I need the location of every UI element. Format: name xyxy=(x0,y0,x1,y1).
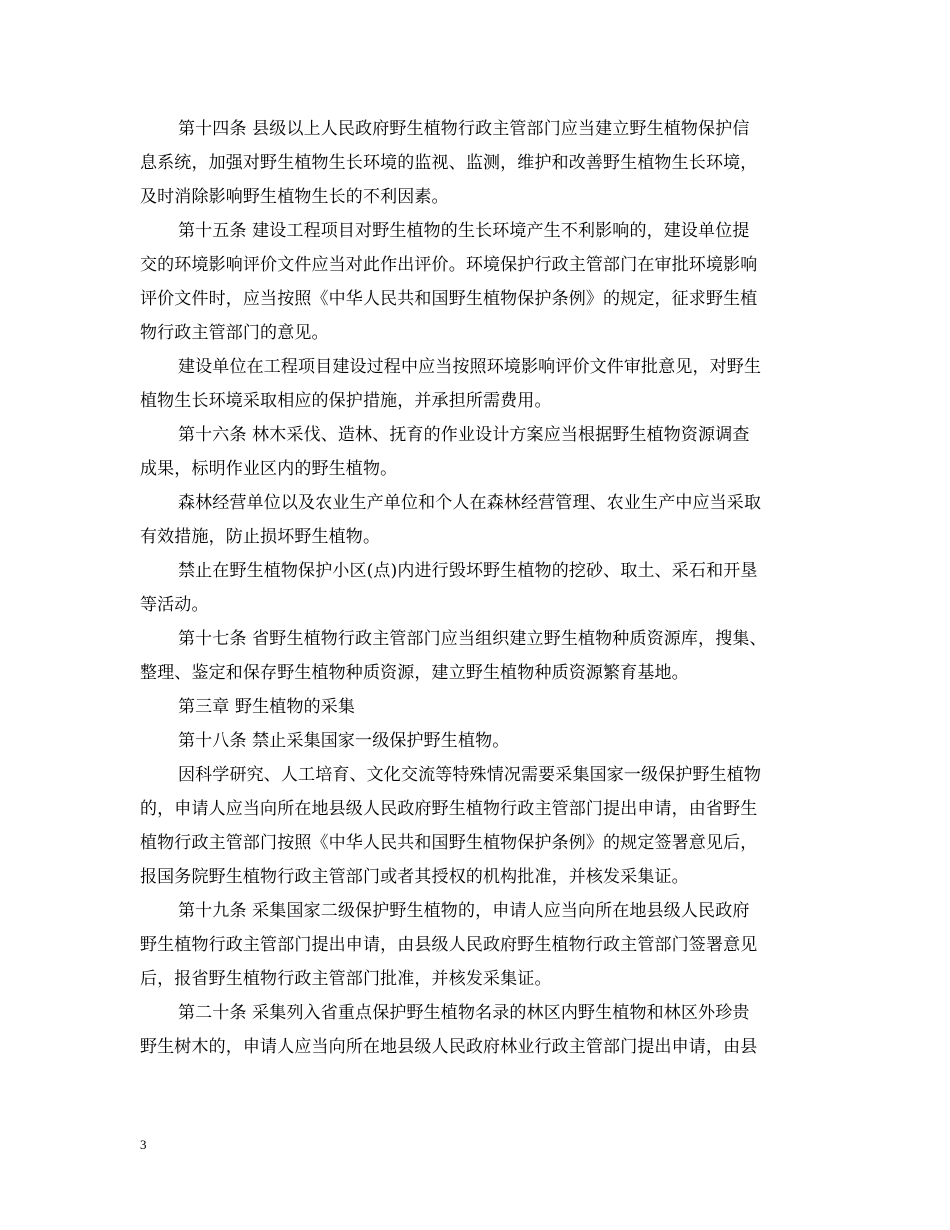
text-line: 第十五条 建设工程项目对野生植物的生长环境产生不利影响的，建设单位提 xyxy=(178,221,750,241)
text-line: 报国务院野生植物行政主管部门或者其授权的机构批准，并核发采集证。 xyxy=(140,867,689,887)
text-line: 第十六条 林木采伐、造林、抚育的作业设计方案应当根据野生植物资源调查 xyxy=(178,425,750,445)
text-line: 因科学研究、人工培育、文化交流等特殊情况需要采集国家一级保护野生植物 xyxy=(178,765,762,785)
text-line: 息系统，加强对野生植物生长环境的监视、监测，维护和改善野生植物生长环境， xyxy=(140,153,758,173)
text-line: 植物行政主管部门按照《中华人民共和国野生植物保护条例》的规定签署意见后， xyxy=(140,833,758,853)
document-body xyxy=(140,112,830,1064)
text-line: 交的环境影响评价文件应当对此作出评价。环境保护行政主管部门在审批环境影响 xyxy=(140,255,758,275)
page-number: 3 xyxy=(140,1137,147,1152)
text-line: 及时消除影响野生植物生长的不利因素。 xyxy=(140,187,449,207)
text-line: 森林经营单位以及农业生产单位和个人在森林经营管理、农业生产中应当采取 xyxy=(178,493,762,513)
text-line: 的，申请人应当向所在地县级人民政府野生植物行政主管部门提出申请，由省野生 xyxy=(140,799,758,819)
chapter-heading: 第三章 野生植物的采集 xyxy=(178,697,356,717)
text-line: 评价文件时，应当按照《中华人民共和国野生植物保护条例》的规定，征求野生植 xyxy=(140,289,758,309)
text-line: 物行政主管部门的意见。 xyxy=(140,323,329,343)
text-line: 植物生长环境采取相应的保护措施，并承担所需费用。 xyxy=(140,391,552,411)
text-line: 建设单位在工程项目建设过程中应当按照环境影响评价文件审批意见，对野生 xyxy=(178,357,762,377)
text-line: 禁止在野生植物保护小区(点)内进行毁坏野生植物的挖砂、取土、采石和开垦 xyxy=(178,561,758,581)
text-line: 后，报省野生植物行政主管部门批准，并核发采集证。 xyxy=(140,969,552,989)
text-line: 第十四条 县级以上人民政府野生植物行政主管部门应当建立野生植物保护信 xyxy=(178,119,750,139)
text-line: 第十八条 禁止采集国家一级保护野生植物。 xyxy=(178,731,510,751)
text-line: 成果，标明作业区内的野生植物。 xyxy=(140,459,398,479)
text-line: 等活动。 xyxy=(140,595,209,615)
text-line: 野生树木的，申请人应当向所在地县级人民政府林业行政主管部门提出申请，由县 xyxy=(140,1037,758,1057)
text-line: 第二十条 采集列入省重点保护野生植物名录的林区内野生植物和林区外珍贵 xyxy=(178,1003,750,1023)
text-line: 第十九条 采集国家二级保护野生植物的，申请人应当向所在地县级人民政府 xyxy=(178,901,750,921)
text-line: 第十七条 省野生植物行政主管部门应当组织建立野生植物种质资源库，搜集、 xyxy=(178,629,767,649)
text-line: 有效措施，防止损坏野生植物。 xyxy=(140,527,381,547)
text-line: 整理、鉴定和保存野生植物种质资源，建立野生植物种质资源繁育基地。 xyxy=(140,663,689,683)
text-line: 野生植物行政主管部门提出申请，由县级人民政府野生植物行政主管部门签署意见 xyxy=(140,935,758,955)
